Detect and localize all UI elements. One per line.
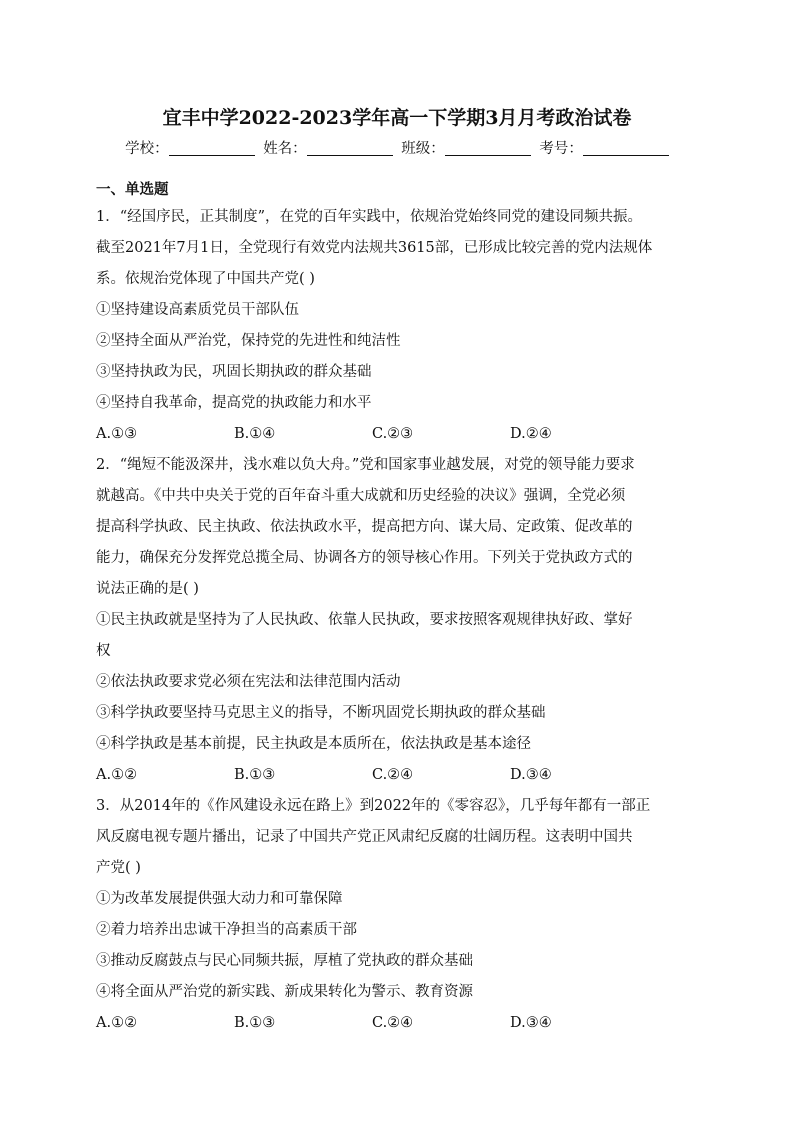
option-a[interactable]: A.①③: [96, 426, 138, 442]
question-content: [96, 178, 700, 1039]
option-d[interactable]: D.②④: [510, 426, 552, 442]
statement-item: ①坚持建设高素质党员干部队伍: [96, 302, 299, 318]
school-label: 学校：: [125, 141, 169, 157]
question-line: 风反腐电视专题片播出，记录了中国共产党正风肃纪反腐的壮阔历程。这表明中国共: [96, 829, 633, 845]
option-a[interactable]: A.①②: [96, 1015, 138, 1031]
statement-item: ④科学执政是基本前提，民主执政是本质所在，依法执政是基本途径: [96, 736, 531, 752]
statement-item: ③坚持执政为民，巩固长期执政的群众基础: [96, 364, 372, 380]
school-blank[interactable]: [169, 141, 255, 156]
page-title: 宜丰中学2022-2023学年高一下学期3月月考政治试卷: [162, 107, 632, 129]
number-label: 考号：: [539, 141, 583, 157]
question-line: 产党( ): [96, 860, 141, 876]
option-d[interactable]: D.③④: [510, 767, 552, 783]
answer-options: [96, 419, 700, 450]
statement-item: ①民主执政就是坚持为了人民执政、依靠人民执政，要求按照客观规律执好政、掌好: [96, 612, 633, 628]
class-label: 班级：: [401, 141, 445, 157]
class-blank[interactable]: [445, 141, 531, 156]
statement-item: ①为改革发展提供强大动力和可靠保障: [96, 891, 343, 907]
option-c[interactable]: C.②③: [372, 426, 414, 442]
question-line: 能力，确保充分发挥党总揽全局、协调各方的领导核心作用。下列关于党执政方式的: [96, 550, 633, 566]
question-line: 系。依规治党体现了中国共产党( ): [96, 271, 315, 287]
student-info-row: [0, 137, 794, 158]
statement-item: ③科学执政要坚持马克思主义的指导，不断巩固党长期执政的群众基础: [96, 705, 546, 721]
option-b[interactable]: B.①④: [234, 426, 276, 442]
question-line: 就越高。《中共中央关于党的百年奋斗重大成就和历史经验的决议》强调，全党必须: [96, 488, 626, 504]
question-line: 说法正确的是( ): [96, 581, 199, 597]
statement-item: ④坚持自我革命，提高党的执政能力和水平: [96, 395, 372, 411]
statement-item: ④将全面从严治党的新实践、新成果转化为警示、教育资源: [96, 984, 473, 1000]
question-line: 3．从2014年的《作风建设永远在路上》到2022年的《零容忍》，几乎每年都有一部正: [96, 798, 651, 814]
question-1: [96, 202, 700, 450]
statement-item: ②依法执政要求党必须在宪法和法律范围内活动: [96, 674, 401, 690]
option-b[interactable]: B.①③: [234, 767, 276, 783]
question-line: 1．“经国序民，正其制度”，在党的百年实践中，依规治党始终同党的建设同频共振。: [96, 209, 643, 225]
option-c[interactable]: C.②④: [372, 1015, 414, 1031]
option-d[interactable]: D.③④: [510, 1015, 552, 1031]
question-line: 截至2021年7月1日，全党现行有效党内法规共3615部，已形成比较完善的党内法规体: [96, 240, 653, 256]
number-blank[interactable]: [583, 141, 669, 156]
question-line: 提高科学执政、民主执政、依法执政水平，提高把方向、谋大局、定政策、促改革的: [96, 519, 633, 535]
statement-item: ②着力培养出忠诚干净担当的高素质干部: [96, 922, 357, 938]
question-3: [96, 791, 700, 1039]
statement-item: ②坚持全面从严治党，保持党的先进性和纯洁性: [96, 333, 401, 349]
section-heading: 一、单选题: [96, 181, 169, 198]
question-line: 2．“绳短不能汲深井，浅水难以负大舟。”党和国家事业越发展，对党的领导能力要求: [96, 457, 635, 473]
name-blank[interactable]: [307, 141, 393, 156]
question-2: [96, 450, 700, 791]
statement-item: ③推动反腐鼓点与民心同频共振，厚植了党执政的群众基础: [96, 953, 473, 969]
answer-options: [96, 1008, 700, 1039]
option-a[interactable]: A.①②: [96, 767, 138, 783]
option-b[interactable]: B.①③: [234, 1015, 276, 1031]
statement-item: 权: [96, 643, 111, 659]
option-c[interactable]: C.②④: [372, 767, 414, 783]
answer-options: [96, 760, 700, 791]
name-label: 姓名：: [263, 141, 307, 157]
